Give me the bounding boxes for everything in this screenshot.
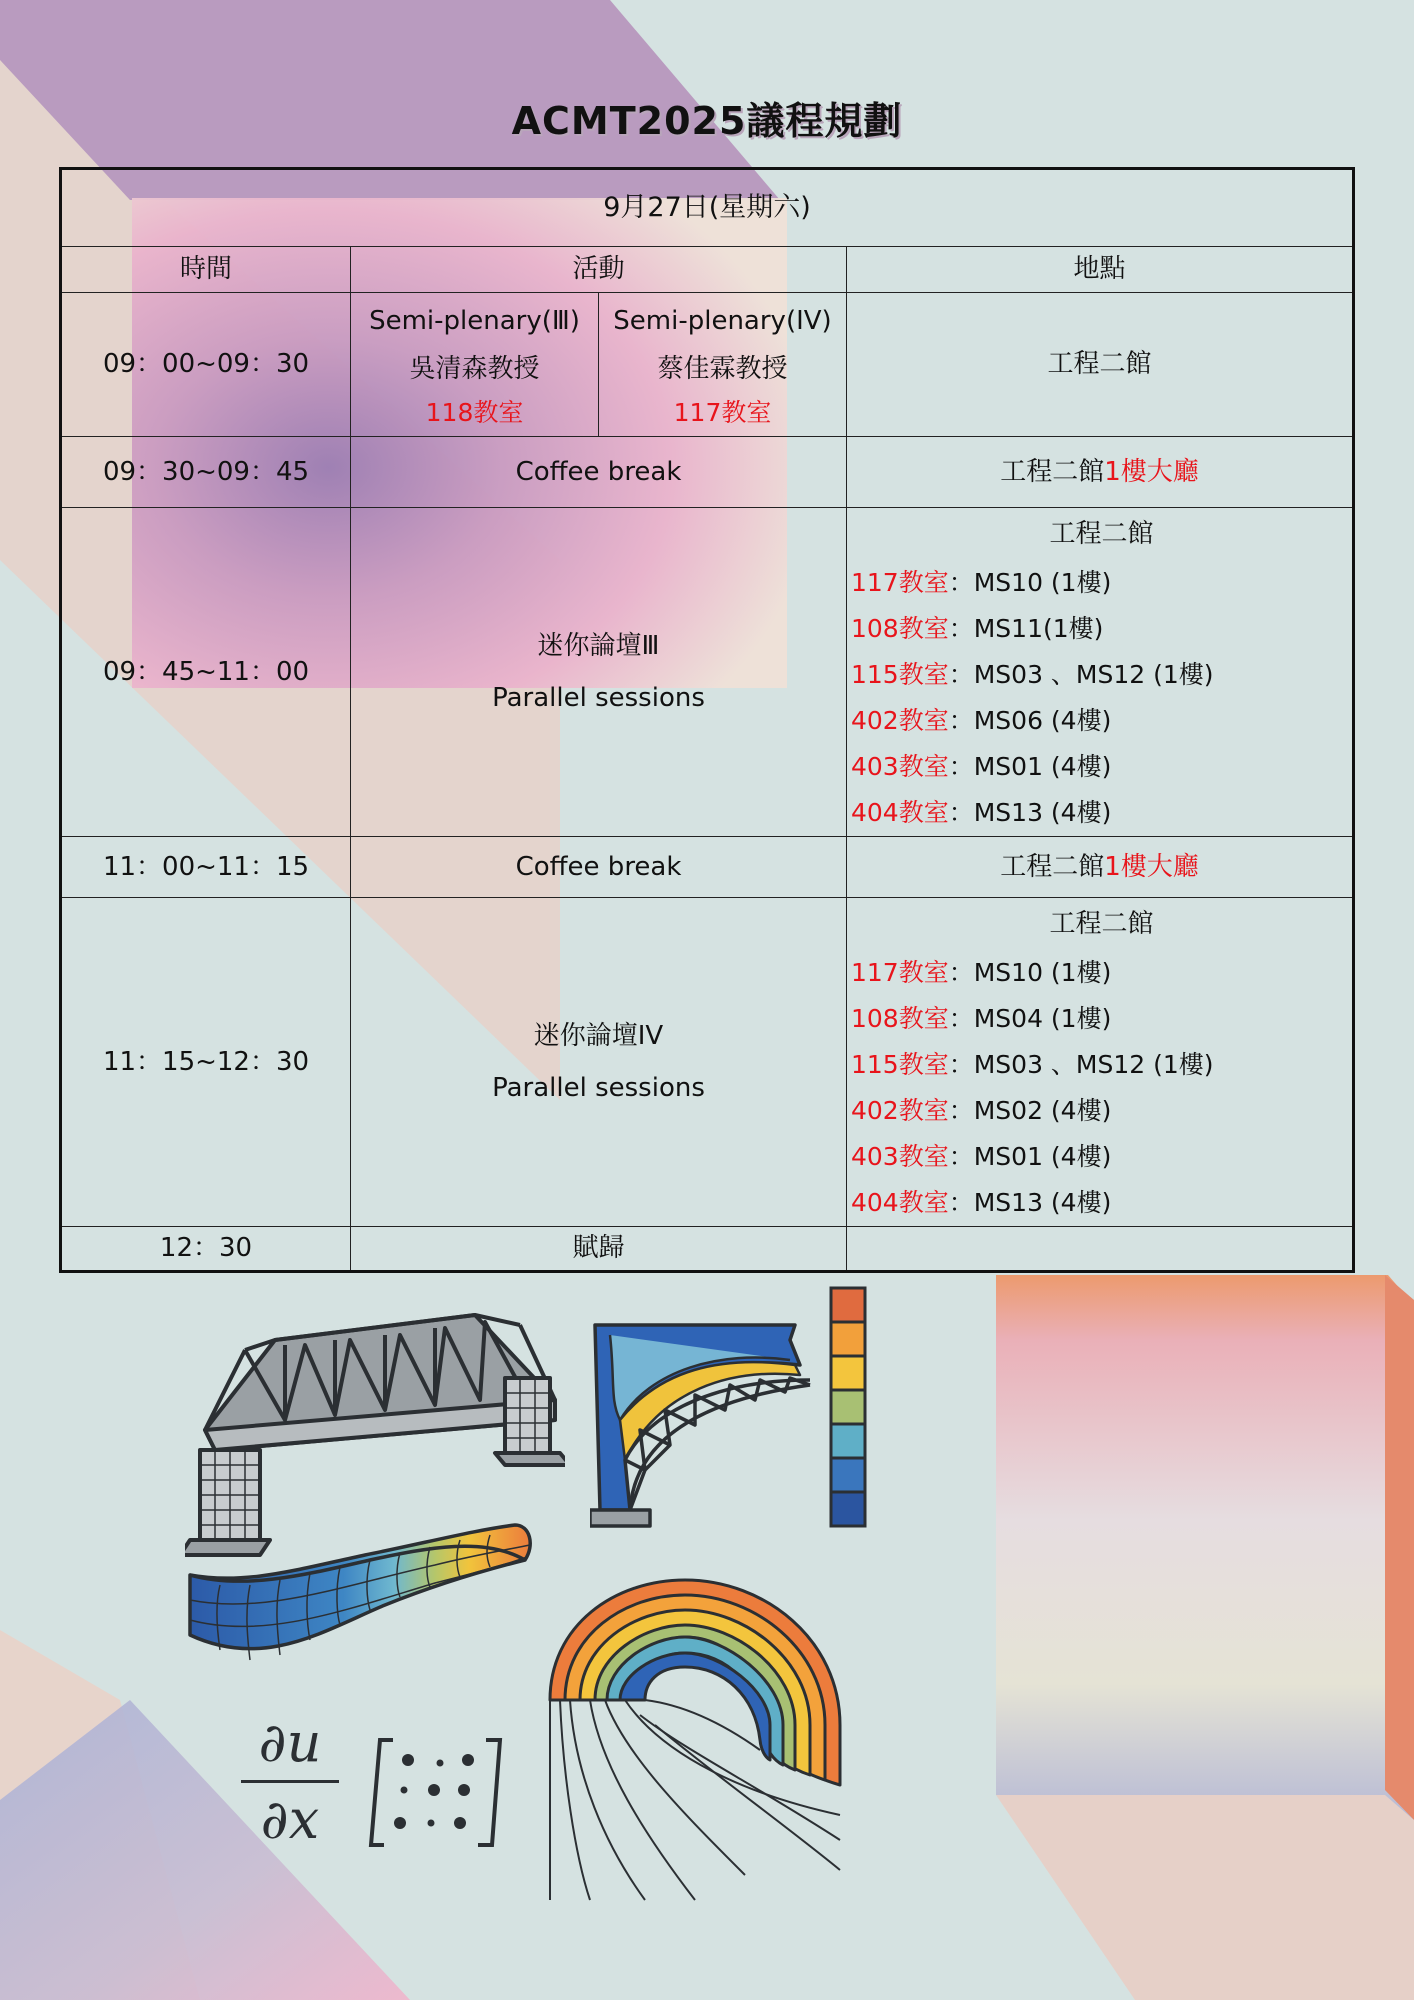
forum-title: 迷你論壇IV bbox=[533, 1021, 664, 1051]
location-hall: 1樓大廳 bbox=[1104, 851, 1199, 882]
table-row bbox=[61, 293, 1354, 437]
location-building: 工程二館 bbox=[1000, 456, 1105, 487]
table-row bbox=[61, 1227, 1354, 1272]
color-scale-icon bbox=[828, 1285, 868, 1530]
session-title: Semi-plenary(IV) bbox=[613, 305, 832, 336]
activity-cell bbox=[351, 508, 847, 837]
time-cell: 12：30 bbox=[61, 1227, 351, 1272]
session-label: ：MS02 (4樓) bbox=[948, 1096, 1112, 1125]
activity-cell: 賦歸 bbox=[351, 1227, 847, 1272]
session-label: ：MS03 、MS12 (1樓) bbox=[948, 660, 1214, 689]
session-label: ：MS06 (4樓) bbox=[948, 706, 1112, 735]
room-assignment bbox=[851, 950, 1352, 996]
room-label: 117教室 bbox=[673, 397, 772, 427]
room-assignment bbox=[851, 1088, 1352, 1134]
location-cell bbox=[847, 1227, 1354, 1272]
room-label: 117教室 bbox=[851, 568, 949, 597]
forum-title: 迷你論壇Ⅲ bbox=[537, 631, 660, 661]
column-header-time: 時間 bbox=[61, 247, 351, 293]
location-cell bbox=[847, 508, 1354, 837]
room-assignment bbox=[851, 560, 1352, 606]
room-assignment bbox=[851, 1180, 1352, 1226]
room-assignment bbox=[851, 1042, 1352, 1088]
room-assignment bbox=[851, 1134, 1352, 1180]
time-cell: 09：30~09：45 bbox=[61, 437, 351, 508]
column-header-location: 地點 bbox=[847, 247, 1354, 293]
room-label: 117教室 bbox=[851, 958, 949, 987]
room-label: 118教室 bbox=[425, 397, 524, 427]
location-cell bbox=[847, 837, 1354, 898]
time-cell: 09：00~09：30 bbox=[61, 293, 351, 437]
room-label: 403教室 bbox=[851, 1142, 949, 1171]
room-assignment bbox=[851, 996, 1352, 1042]
room-label: 115教室 bbox=[851, 1050, 949, 1079]
date-header: 9月27日(星期六) bbox=[61, 169, 1354, 247]
semi-plenary-cell-right bbox=[599, 293, 847, 437]
derivative-denominator: ∂x bbox=[260, 1788, 320, 1851]
time-cell: 09：45~11：00 bbox=[61, 508, 351, 837]
activity-cell: Coffee break bbox=[351, 437, 847, 508]
location-cell: 工程二館 bbox=[847, 293, 1354, 437]
location-building: 工程二館 bbox=[1049, 519, 1154, 549]
table-row bbox=[61, 898, 1354, 1227]
table-row bbox=[61, 837, 1354, 898]
room-label: 108教室 bbox=[851, 1004, 949, 1033]
room-label: 115教室 bbox=[851, 660, 949, 689]
session-label: ：MS11(1樓) bbox=[948, 614, 1104, 643]
deformed-beam-icon bbox=[185, 1515, 535, 1675]
room-label: 404教室 bbox=[851, 1188, 949, 1217]
semi-plenary-cell-left bbox=[351, 293, 599, 437]
room-label: 404教室 bbox=[851, 798, 949, 827]
room-assignment bbox=[851, 698, 1352, 744]
session-label: ：MS13 (4樓) bbox=[948, 1188, 1112, 1217]
table-row bbox=[61, 508, 1354, 837]
location-building: 工程二館 bbox=[1049, 909, 1154, 939]
session-label: ：MS10 (1樓) bbox=[948, 958, 1112, 987]
room-label: 108教室 bbox=[851, 614, 949, 643]
session-label: ：MS10 (1樓) bbox=[948, 568, 1112, 597]
speaker-name: 吳清森教授 bbox=[409, 353, 540, 384]
truss-arch-icon bbox=[590, 1320, 820, 1530]
partial-derivative-symbol bbox=[235, 1710, 345, 1853]
forum-subtitle: Parallel sessions bbox=[492, 1073, 705, 1103]
activity-cell: Coffee break bbox=[351, 837, 847, 898]
location-cell bbox=[847, 898, 1354, 1227]
time-cell: 11：15~12：30 bbox=[61, 898, 351, 1227]
derivative-numerator: ∂u bbox=[258, 1711, 322, 1774]
location-cell bbox=[847, 437, 1354, 508]
session-label: ：MS03 、MS12 (1樓) bbox=[948, 1050, 1214, 1079]
room-assignment bbox=[851, 790, 1352, 836]
session-label: ：MS01 (4樓) bbox=[948, 752, 1112, 781]
session-title: Semi-plenary(Ⅲ) bbox=[369, 305, 580, 336]
activity-cell bbox=[351, 898, 847, 1227]
column-header-activity: 活動 bbox=[351, 247, 847, 293]
room-assignment bbox=[851, 606, 1352, 652]
room-label: 403教室 bbox=[851, 752, 949, 781]
forum-subtitle: Parallel sessions bbox=[492, 683, 705, 713]
room-label: 402教室 bbox=[851, 706, 949, 735]
session-label: ：MS01 (4樓) bbox=[948, 1142, 1112, 1171]
schedule-table bbox=[59, 167, 1355, 1273]
matrix-icon bbox=[368, 1735, 508, 1850]
room-assignment bbox=[851, 652, 1352, 698]
location-building: 工程二館 bbox=[1000, 851, 1105, 882]
page-title: ACMT2025議程規劃 bbox=[511, 99, 903, 143]
rainbow-arch-icon bbox=[545, 1575, 845, 1905]
location-hall: 1樓大廳 bbox=[1104, 456, 1199, 487]
room-label: 402教室 bbox=[851, 1096, 949, 1125]
session-label: ：MS13 (4樓) bbox=[948, 798, 1112, 827]
speaker-name: 蔡佳霖教授 bbox=[657, 353, 788, 384]
table-row bbox=[61, 437, 1354, 508]
time-cell: 11：00~11：15 bbox=[61, 837, 351, 898]
room-assignment bbox=[851, 744, 1352, 790]
session-label: ：MS04 (1樓) bbox=[948, 1004, 1112, 1033]
